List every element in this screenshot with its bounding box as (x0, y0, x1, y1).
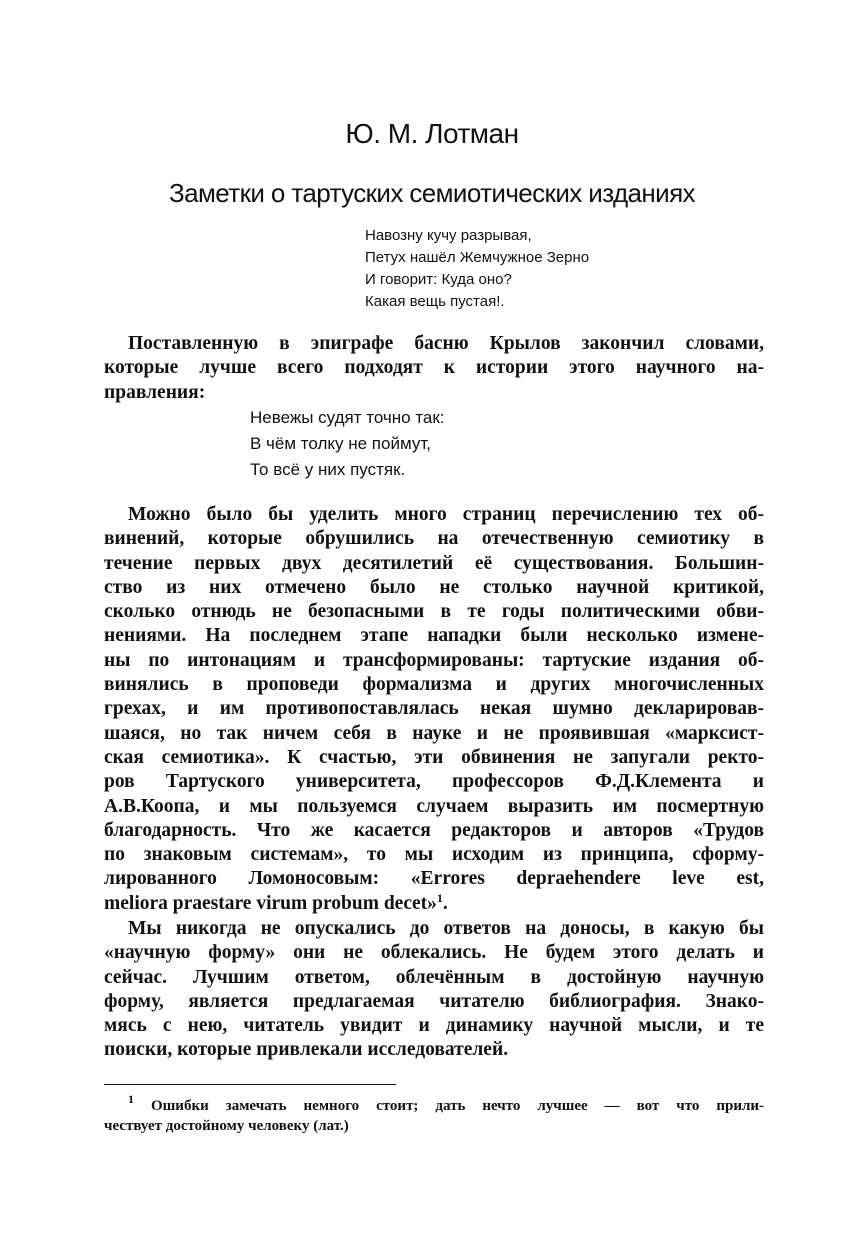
paragraph-line: нениями. На последнем этапе нападки были несколько измене- (104, 625, 764, 647)
paragraph-line: «научную форму» они не облекались. Не будем этого делать и (104, 942, 764, 964)
epigraph-line: Петух нашёл Жемчужное Зерно (365, 249, 590, 266)
footnote (104, 1092, 765, 1136)
paragraph-3 (104, 917, 764, 1063)
paragraph-2 (104, 503, 764, 916)
paragraph-line: форму, является предлагаемая читателю библиография. Знако- (104, 990, 764, 1012)
paragraph-line: meliora praestare virum probum decet»$^1$. (104, 890, 448, 914)
epigraph (365, 225, 589, 313)
paragraph-line: сколько отнюдь не безопасными в те годы политическими обви- (104, 601, 764, 623)
quote-line: Невежы судят точно так: (250, 408, 445, 427)
footnote-mark: 1 (128, 1092, 134, 1106)
krylov-quote (250, 405, 445, 483)
author-name: Ю. М. Лотман (345, 118, 519, 149)
paragraph-line: течение первых двух десятилетий её существования. Большин- (104, 552, 764, 574)
epigraph-line: И говорит: Куда оно? (365, 271, 512, 288)
paragraph-line: ская семиотика». К счастью, эти обвинения не запугали ректо- (104, 746, 764, 768)
paragraph-line-text: meliora praestare virum probum decet» (104, 892, 437, 914)
paragraph-line: по знаковым системам», то мы исходим из принципа, сформу- (104, 844, 764, 866)
paragraph-line: поиски, которые привлекали исследователей. (104, 1039, 509, 1061)
paragraph-line: правления: (104, 381, 206, 403)
paragraph-line: шаяся, но так ничем себя в науке и не проявившая «марксист- (104, 722, 764, 744)
paragraph-line: грехах, и им противопоставлялась некая шумно декларировав- (104, 698, 764, 720)
footnote-line (104, 1092, 765, 1116)
paragraph-line: ство из них отмечено было не столько научной критикой, (104, 576, 764, 598)
paragraph-line: Поставленную в эпиграфе басню Крылов закончил словами, (128, 333, 764, 354)
paragraph-line: ров Тартуского университета, профессоров Ф.Д.Клемента и (104, 771, 764, 793)
paragraph-line: сейчас. Лучшим ответом, облечённым в достойную научную (104, 966, 764, 988)
paragraph-line: лированного Ломоносовым: «Errores depraehendere leve est, (104, 868, 764, 890)
quote-line: В чём толку не поймут, (250, 434, 431, 453)
footnote-divider (104, 1084, 396, 1085)
paragraph-line: благодарность. Что же касается редакторов и авторов «Трудов (104, 819, 764, 841)
epigraph-line: Навозну кучу разрывая, (365, 227, 532, 244)
paragraph-line: мясь с нею, читатель увидит и динамику научной мысли, и те (104, 1015, 764, 1037)
paragraph-1 (104, 332, 764, 405)
quote-line: То всё у них пустяк. (250, 460, 406, 479)
paragraph-line: ны по интонациям и трансформированы: тартуские издания об- (104, 649, 764, 671)
paragraph-line: Мы никогда не опускались до ответов на доносы, в какую бы (128, 918, 764, 939)
epigraph-line: Какая вещь пустая!. (365, 293, 505, 310)
paragraph-line: винялись в проповеди формализма и других многочисленных (104, 674, 764, 696)
paragraph-line: которые лучше всего подходят к истории этого научного на- (104, 357, 764, 379)
footnote-reference[interactable]: 1 (436, 890, 443, 905)
footnote-text: Ошибки замечать немного стоит; дать нечто лучшее — вот что прили- (150, 1098, 765, 1114)
paragraph-line: Можно было бы уделить много страниц перечислению тех об- (128, 504, 764, 525)
footnote-line: чествует достойному человеку (лат.) (104, 1118, 349, 1134)
paragraph-line: А.В.Коопа, и мы пользуемся случаем выразить им посмертную (104, 795, 764, 817)
paragraph-line: винений, которые обрушились на отечественную семиотику в (104, 528, 764, 550)
article-title: Заметки о тартуских семиотических изданиях (169, 178, 695, 208)
